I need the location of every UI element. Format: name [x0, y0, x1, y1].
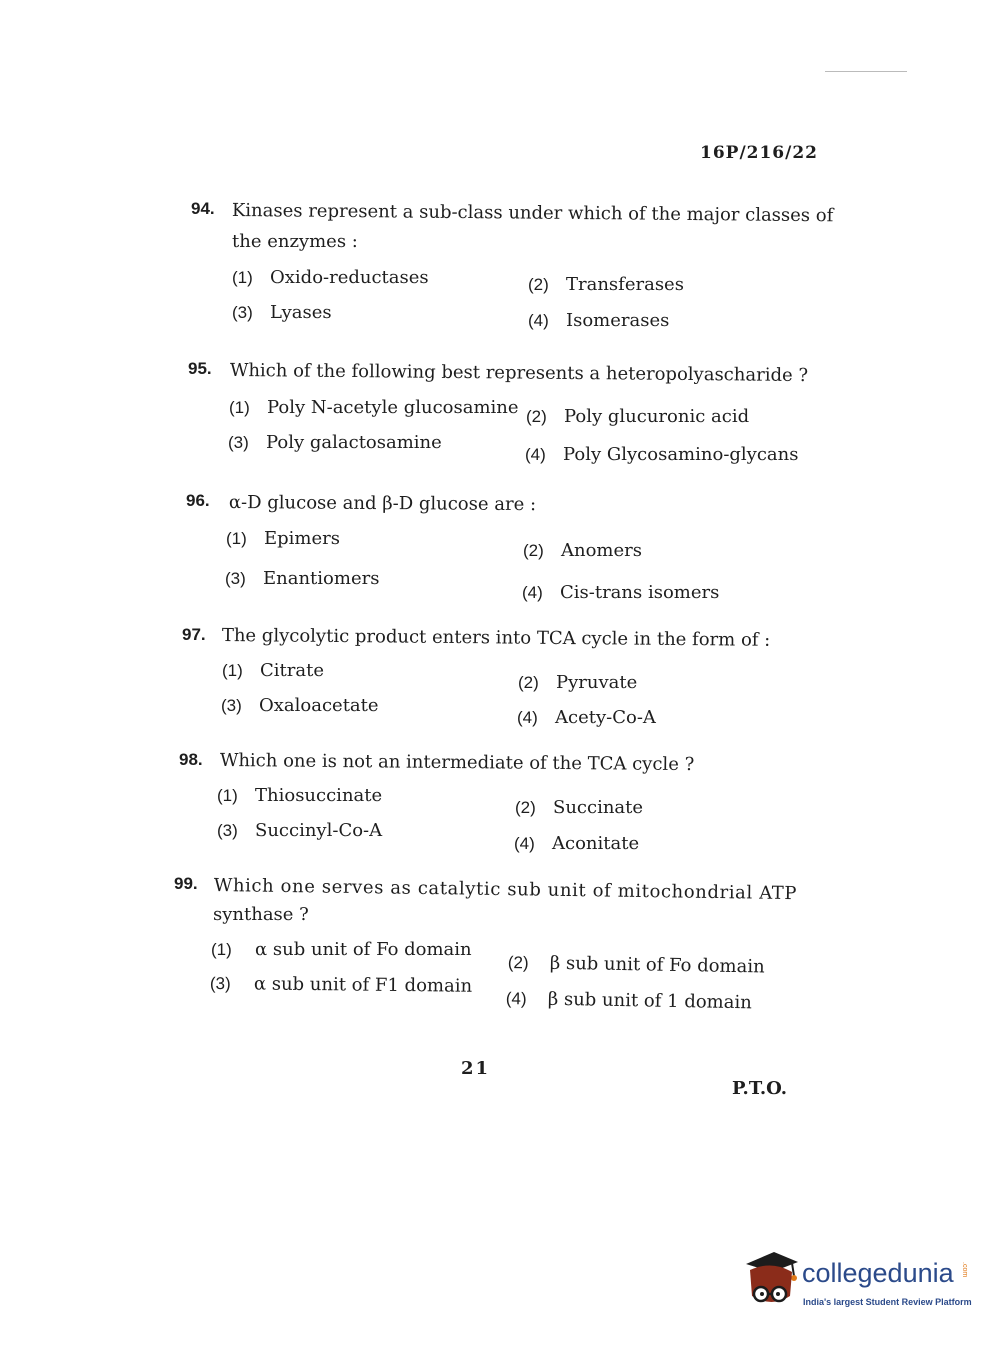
brand-tagline: India's largest Student Review Platform: [803, 1297, 972, 1307]
option-label: Lyases: [270, 302, 332, 323]
option-1: [226, 528, 340, 549]
option-2: [518, 672, 637, 693]
brand-suffix: .com: [961, 1262, 968, 1278]
option-number: (3): [209, 973, 231, 994]
option-3: [228, 432, 442, 453]
option-2: [526, 406, 749, 427]
option-label: α sub unit of Fo domain: [255, 939, 472, 960]
option-1: [229, 397, 519, 418]
option-number: (1): [211, 940, 232, 959]
option-number: (1): [226, 529, 247, 548]
question-text-line: Which one is not an intermediate of the TCA cycle ?: [219, 749, 695, 776]
option-label: Transferases: [566, 274, 684, 295]
option-number: (4): [517, 708, 538, 727]
option-number: (4): [522, 583, 543, 602]
option-label: Succinate: [553, 797, 644, 818]
page-number: 21: [461, 1058, 491, 1079]
paper-code: 16P/216/22: [700, 143, 819, 163]
option-1: [217, 785, 382, 806]
option-number: (2): [515, 798, 536, 817]
option-3: [221, 695, 379, 716]
option-3: [210, 973, 472, 997]
option-number: (4): [528, 311, 549, 330]
option-label: Pyruvate: [556, 672, 638, 693]
option-label: Poly Glycosamino-glycans: [563, 444, 799, 465]
option-label: Oxaloacetate: [259, 695, 379, 716]
option-label: Citrate: [260, 660, 324, 681]
option-label: Poly glucuronic acid: [564, 406, 750, 427]
option-number: (1): [222, 661, 243, 680]
question-text-line: Which of the following best represents a heteropolyascharide ?: [229, 359, 809, 387]
question-text-line: The glycolytic product enters into TCA cycle in the form of :: [221, 624, 771, 651]
question-number: 96.: [186, 491, 210, 510]
option-number: (1): [217, 786, 238, 805]
option-number: (3): [217, 821, 238, 840]
top-rule: [825, 71, 907, 72]
option-4: [506, 988, 752, 1013]
option-4: [528, 310, 669, 331]
option-2: [523, 540, 642, 561]
option-label: Succinyl-Co-A: [255, 820, 383, 841]
option-1: [232, 267, 429, 288]
option-label: β sub unit of Fo domain: [549, 952, 765, 978]
question-text-line: α-D glucose and β-D glucose are :: [228, 491, 537, 516]
pto-label: P.T.O.: [732, 1078, 788, 1099]
question-text-line: the enzymes :: [232, 231, 358, 252]
option-3: [232, 302, 332, 323]
option-label: Isomerases: [566, 310, 670, 331]
option-label: Poly N-acetyle glucosamine: [267, 397, 519, 418]
option-number: (2): [526, 407, 547, 426]
brand-name: collegedunia: [802, 1258, 954, 1288]
option-1: [211, 939, 472, 960]
option-number: (3): [228, 433, 249, 452]
option-3: [217, 820, 382, 841]
option-2: [528, 274, 684, 295]
option-number: (3): [221, 696, 242, 715]
option-label: Epimers: [264, 528, 340, 549]
option-number: (2): [528, 275, 549, 294]
option-number: (4): [514, 834, 535, 853]
option-4: [517, 707, 656, 728]
option-number: (1): [232, 268, 253, 287]
option-label: β sub unit of 1 domain: [547, 988, 752, 1014]
question-text-line: synthase ?: [213, 904, 309, 925]
option-number: (3): [232, 303, 253, 322]
option-label: α sub unit of F1 domain: [253, 973, 473, 997]
option-label: Aconitate: [552, 833, 640, 854]
question-text-line: Kinases represent a sub-class under which of the major classes of: [231, 199, 834, 227]
question-number: 94.: [191, 199, 215, 218]
mascot-logo-icon: [742, 1250, 800, 1316]
option-4: [522, 582, 719, 603]
option-2: [508, 952, 765, 977]
option-number: (2): [523, 541, 544, 560]
question-number: 95.: [188, 359, 212, 378]
collegedunia-watermark: [742, 1250, 972, 1316]
option-3: [225, 568, 379, 589]
option-1: [222, 660, 324, 681]
question-number: 97.: [182, 625, 206, 644]
option-4: [514, 833, 639, 854]
option-number: (2): [518, 673, 539, 692]
option-label: Oxido-reductases: [270, 267, 429, 288]
question-text-line: Which one serves as catalytic sub unit of mitochondrial ATP: [213, 874, 798, 905]
question-number: 98.: [179, 750, 203, 769]
option-label: Cis-trans isomers: [560, 582, 720, 603]
option-label: Acety-Co-A: [555, 707, 656, 728]
question-number: 99.: [174, 874, 198, 893]
option-number: (3): [225, 569, 246, 588]
option-2: [515, 797, 643, 818]
option-label: Enantiomers: [263, 568, 380, 589]
option-label: Thiosuccinate: [255, 785, 383, 806]
option-number: (4): [525, 445, 546, 464]
option-label: Anomers: [561, 540, 642, 561]
option-number: (4): [505, 988, 527, 1009]
option-4: [525, 444, 799, 465]
option-number: (2): [507, 952, 529, 973]
option-number: (1): [229, 398, 250, 417]
option-label: Poly galactosamine: [266, 432, 442, 453]
